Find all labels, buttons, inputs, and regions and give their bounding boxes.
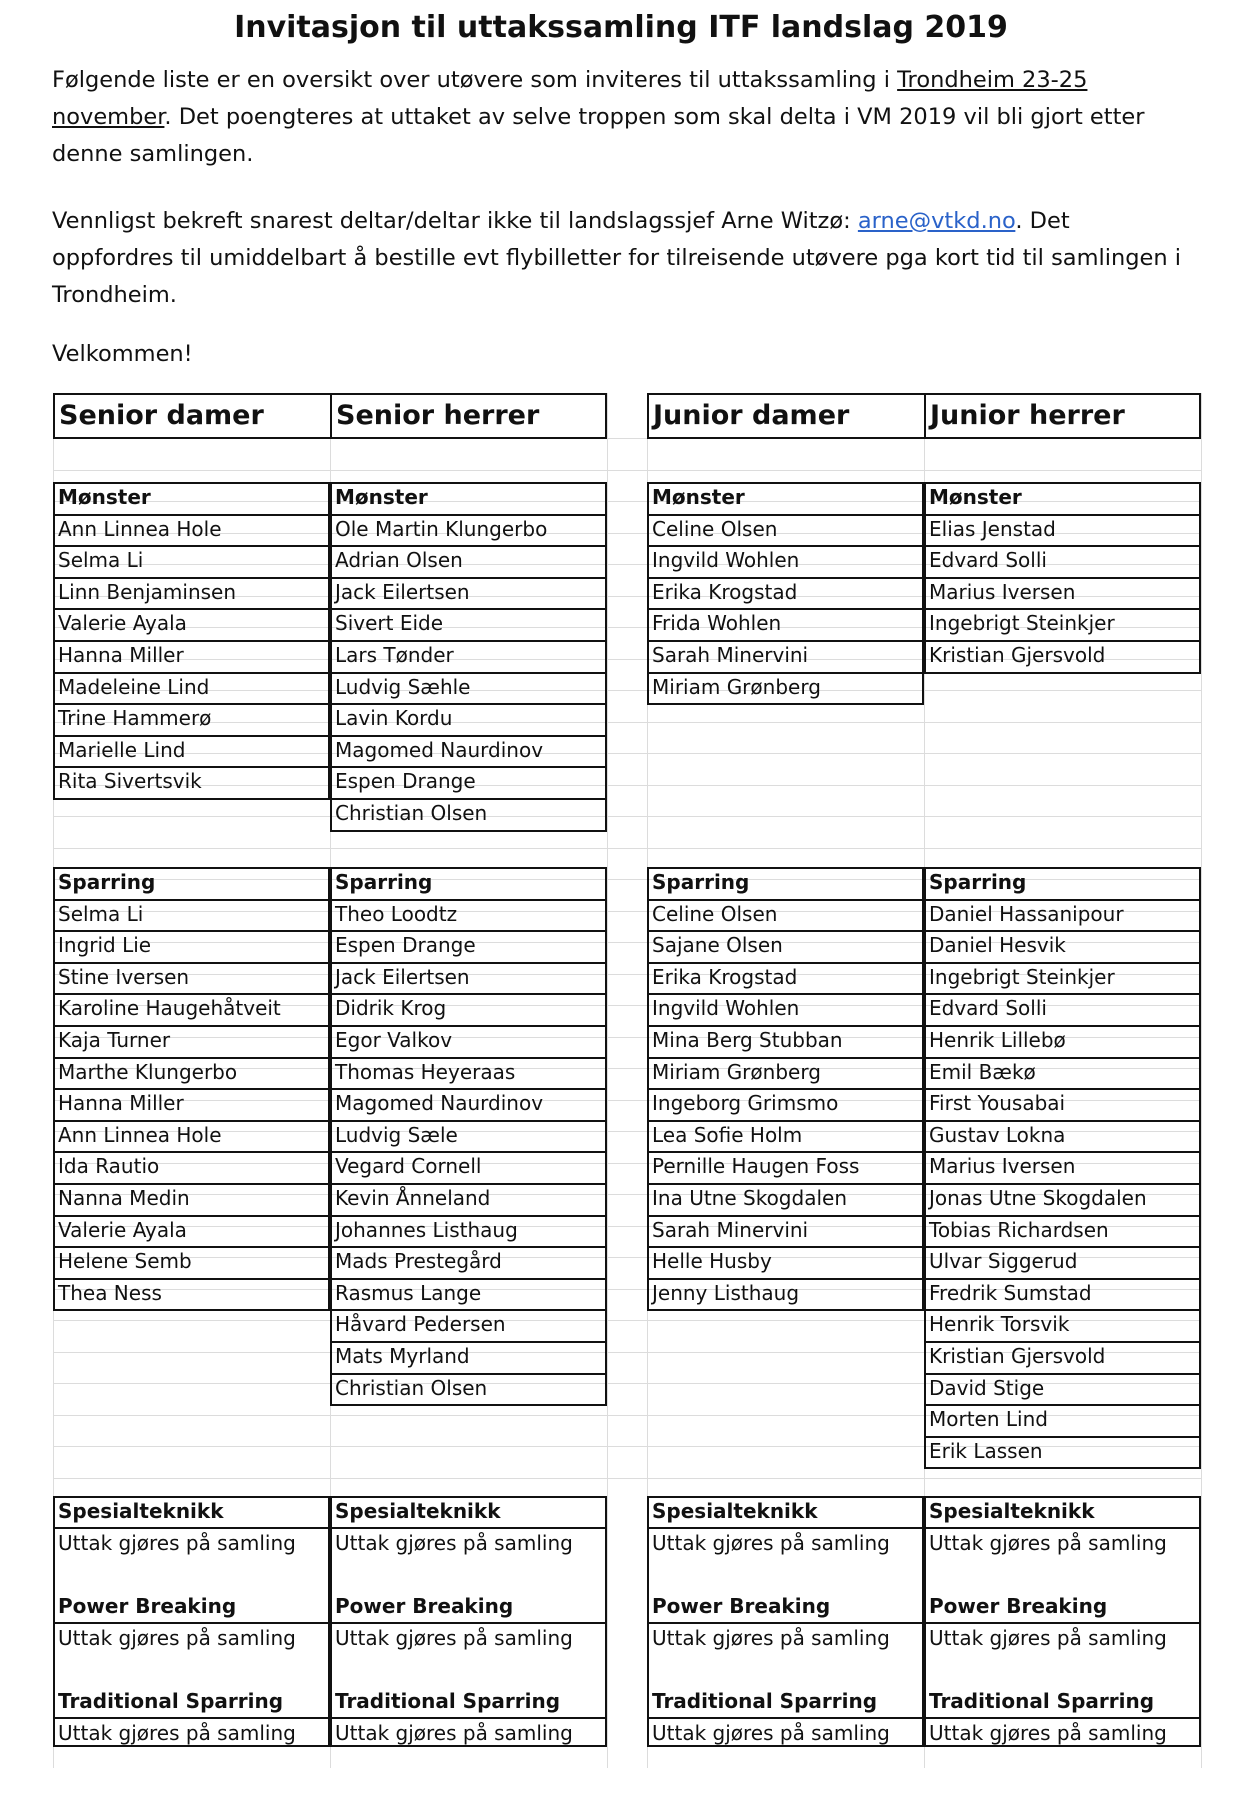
row-divider	[330, 930, 607, 932]
row-divider	[53, 703, 330, 705]
row-divider	[924, 1717, 1201, 1719]
row-divider	[924, 1341, 1201, 1343]
event-label: Power Breaking	[335, 1594, 514, 1618]
athlete-name: Erika Krogstad	[652, 965, 798, 989]
event-label: Traditional Sparring	[929, 1689, 1155, 1713]
section-label: Sparring	[335, 870, 433, 894]
row-divider	[330, 1309, 607, 1311]
event-label: Spesialteknikk	[929, 1499, 1095, 1523]
event-label: Traditional Sparring	[58, 1689, 284, 1713]
athlete-name: Thea Ness	[58, 1281, 162, 1305]
athlete-name: Espen Drange	[335, 769, 476, 793]
event-label: Spesialteknikk	[335, 1499, 501, 1523]
athlete-name: Lea Sofie Holm	[652, 1123, 803, 1147]
row-divider	[330, 1183, 607, 1185]
row-divider	[330, 1278, 607, 1280]
row-divider	[53, 993, 330, 995]
athlete-name: Erika Krogstad	[652, 580, 798, 604]
row-divider	[53, 1151, 330, 1153]
athlete-name: Edvard Solli	[929, 548, 1047, 572]
athlete-name: Didrik Krog	[335, 996, 447, 1020]
row-divider	[647, 1057, 924, 1059]
gridline	[53, 816, 1201, 817]
row-divider	[647, 1025, 924, 1027]
athlete-name: Jack Eilertsen	[335, 580, 470, 604]
gridline	[53, 1478, 1201, 1479]
athlete-name: Kevin Ånneland	[335, 1186, 491, 1210]
row-divider	[924, 1278, 1201, 1280]
row-divider	[330, 514, 607, 516]
row-divider	[924, 1436, 1201, 1438]
row-divider	[53, 1183, 330, 1185]
athlete-name: Lars Tønder	[335, 643, 454, 667]
athlete-name: Sivert Eide	[335, 611, 444, 635]
athlete-name: Valerie Ayala	[58, 611, 187, 635]
athlete-name: Fredrik Sumstad	[929, 1281, 1092, 1305]
athlete-name: Gustav Lokna	[929, 1123, 1066, 1147]
row-divider	[53, 1527, 330, 1529]
athlete-name: Daniel Hassanipour	[929, 902, 1124, 926]
row-divider	[924, 962, 1201, 964]
athlete-name: Marthe Klungerbo	[58, 1060, 238, 1084]
row-divider	[647, 545, 924, 547]
athlete-name: Nanna Medin	[58, 1186, 190, 1210]
selection-note: Uttak gjøres på samling	[335, 1531, 573, 1555]
athlete-name: Christian Olsen	[335, 1376, 488, 1400]
athlete-name: Kristian Gjersvold	[929, 643, 1106, 667]
row-divider	[53, 1622, 330, 1624]
row-divider	[330, 577, 607, 579]
row-divider	[330, 608, 607, 610]
row-divider	[924, 577, 1201, 579]
row-divider	[647, 1527, 924, 1529]
athlete-name: Daniel Hesvik	[929, 933, 1066, 957]
athlete-name: Miriam Grønberg	[652, 1060, 821, 1084]
athlete-name: Jonas Utne Skogdalen	[929, 1186, 1147, 1210]
welcome-text: Velkommen!	[52, 341, 193, 367]
row-divider	[647, 930, 924, 932]
athlete-name: Ingrid Lie	[58, 933, 152, 957]
selection-note: Uttak gjøres på samling	[335, 1626, 573, 1650]
row-divider	[53, 545, 330, 547]
row-divider	[330, 1341, 607, 1343]
row-divider	[924, 899, 1201, 901]
row-divider	[330, 1025, 607, 1027]
intro-text: . Det oppfordres til umiddelbart å bestille evt flybilletter for tilreisende utøvere pga kort tid til samlingen i Trondheim.	[52, 208, 1182, 308]
athlete-name: Magomed Naurdinov	[335, 1091, 544, 1115]
athlete-name: Morten Lind	[929, 1407, 1048, 1431]
row-divider	[53, 1088, 330, 1090]
athlete-name: Selma Li	[58, 548, 144, 572]
athlete-name: Tobias Richardsen	[929, 1218, 1109, 1242]
intro-text: Følgende liste er en oversikt over utøvere som inviteres til uttakssamling i	[52, 67, 898, 93]
selection-note: Uttak gjøres på samling	[929, 1721, 1167, 1745]
gridline	[53, 470, 1201, 471]
athlete-name: Henrik Torsvik	[929, 1312, 1070, 1336]
athlete-name: Henrik Lillebø	[929, 1028, 1066, 1052]
event-label: Power Breaking	[929, 1594, 1108, 1618]
row-divider	[924, 1404, 1201, 1406]
row-divider	[53, 577, 330, 579]
section-label: Mønster	[335, 485, 428, 509]
row-divider	[53, 1025, 330, 1027]
selection-note: Uttak gjøres på samling	[652, 1721, 890, 1745]
athlete-name: Jack Eilertsen	[335, 965, 470, 989]
row-divider	[647, 1246, 924, 1248]
selection-note: Uttak gjøres på samling	[929, 1626, 1167, 1650]
row-divider	[924, 545, 1201, 547]
row-divider	[647, 1151, 924, 1153]
row-divider	[924, 1309, 1201, 1311]
section-label: Sparring	[58, 870, 156, 894]
athlete-name: Karoline Haugehåtveit	[58, 996, 281, 1020]
selection-note: Uttak gjøres på samling	[58, 1531, 296, 1555]
athlete-name: Marielle Lind	[58, 738, 186, 762]
athlete-name: Linn Benjaminsen	[58, 580, 237, 604]
athlete-name: Sarah Minervini	[652, 643, 809, 667]
row-divider	[330, 1057, 607, 1059]
athlete-name: Magomed Naurdinov	[335, 738, 544, 762]
row-divider	[924, 1088, 1201, 1090]
row-divider	[647, 640, 924, 642]
athlete-name: Hanna Miller	[58, 1091, 184, 1115]
row-divider	[53, 766, 330, 768]
athlete-name: Ole Martin Klungerbo	[335, 517, 548, 541]
event-label: Power Breaking	[58, 1594, 237, 1618]
row-divider	[647, 1717, 924, 1719]
row-divider	[647, 1088, 924, 1090]
row-divider	[924, 1025, 1201, 1027]
row-divider	[647, 1120, 924, 1122]
row-divider	[924, 1183, 1201, 1185]
athlete-name: Mats Myrland	[335, 1344, 470, 1368]
athlete-name: Rasmus Lange	[335, 1281, 482, 1305]
event-label: Traditional Sparring	[652, 1689, 878, 1713]
selection-note: Uttak gjøres på samling	[335, 1721, 573, 1745]
row-divider	[924, 1215, 1201, 1217]
athlete-name: Ingvild Wohlen	[652, 548, 800, 572]
row-divider	[330, 640, 607, 642]
athlete-name: Trine Hammerø	[58, 706, 212, 730]
athlete-name: Erik Lassen	[929, 1439, 1043, 1463]
row-divider	[647, 899, 924, 901]
row-divider	[647, 1215, 924, 1217]
gridline	[1201, 393, 1202, 1768]
section-label: Sparring	[929, 870, 1027, 894]
event-label: Spesialteknikk	[652, 1499, 818, 1523]
athlete-name: Stine Iversen	[58, 965, 190, 989]
athlete-name: Rita Sivertsvik	[58, 769, 202, 793]
row-divider	[330, 899, 607, 901]
column-header: Junior herrer	[930, 400, 1125, 431]
athlete-name: Helene Semb	[58, 1249, 192, 1273]
row-divider	[330, 672, 607, 674]
row-divider	[53, 514, 330, 516]
athlete-name: Kristian Gjersvold	[929, 1344, 1106, 1368]
athlete-name: Ann Linnea Hole	[58, 1123, 222, 1147]
athlete-name: Egor Valkov	[335, 1028, 453, 1052]
row-divider	[924, 1057, 1201, 1059]
row-divider	[647, 962, 924, 964]
row-divider	[330, 1373, 607, 1375]
athlete-name: Emil Bækø	[929, 1060, 1036, 1084]
header-divider	[330, 393, 332, 439]
selection-note: Uttak gjøres på samling	[652, 1531, 890, 1555]
athlete-name: Sajane Olsen	[652, 933, 783, 957]
selection-note: Uttak gjøres på samling	[929, 1531, 1167, 1555]
row-divider	[53, 899, 330, 901]
athlete-name: Elias Jenstad	[929, 517, 1056, 541]
row-divider	[53, 608, 330, 610]
athlete-name: Pernille Haugen Foss	[652, 1154, 860, 1178]
row-divider	[924, 1622, 1201, 1624]
athlete-name: Celine Olsen	[652, 902, 778, 926]
row-divider	[330, 993, 607, 995]
row-divider	[330, 766, 607, 768]
location-dates: Trondheim 23-25 november	[52, 67, 1088, 130]
row-divider	[924, 930, 1201, 932]
athlete-name: Celine Olsen	[652, 517, 778, 541]
athlete-name: Mads Prestegård	[335, 1249, 502, 1273]
athlete-name: Ulvar Siggerud	[929, 1249, 1078, 1273]
athlete-name: Ingebrigt Steinkjer	[929, 965, 1115, 989]
row-divider	[647, 608, 924, 610]
row-divider	[330, 1622, 607, 1624]
athlete-name: Madeleine Lind	[58, 675, 210, 699]
athlete-name: Vegard Cornell	[335, 1154, 482, 1178]
athlete-name: Hanna Miller	[58, 643, 184, 667]
row-divider	[647, 577, 924, 579]
row-divider	[924, 640, 1201, 642]
page-title: Invitasjon til uttakssamling ITF landslag 2019	[234, 10, 1008, 45]
row-divider	[53, 1057, 330, 1059]
row-divider	[53, 1246, 330, 1248]
event-label: Traditional Sparring	[335, 1689, 561, 1713]
selection-note: Uttak gjøres på samling	[58, 1626, 296, 1650]
email-link[interactable]: arne@vtkd.no	[857, 208, 1016, 234]
athlete-name: Mina Berg Stubban	[652, 1028, 843, 1052]
athlete-name: Valerie Ayala	[58, 1218, 187, 1242]
row-divider	[53, 1717, 330, 1719]
row-divider	[330, 1246, 607, 1248]
row-divider	[647, 1278, 924, 1280]
event-label: Spesialteknikk	[58, 1499, 224, 1523]
column-header: Senior herrer	[336, 400, 540, 431]
row-divider	[924, 1246, 1201, 1248]
row-divider	[53, 672, 330, 674]
section-label: Mønster	[652, 485, 745, 509]
row-divider	[924, 1527, 1201, 1529]
athlete-name: Ingebrigt Steinkjer	[929, 611, 1115, 635]
row-divider	[53, 735, 330, 737]
athlete-name: Adrian Olsen	[335, 548, 463, 572]
athlete-name: Miriam Grønberg	[652, 675, 821, 699]
row-divider	[330, 798, 607, 800]
row-divider	[53, 1278, 330, 1280]
row-divider	[647, 672, 924, 674]
athlete-name: Håvard Pedersen	[335, 1312, 506, 1336]
athlete-name: Helle Husby	[652, 1249, 772, 1273]
row-divider	[330, 735, 607, 737]
athlete-name: Theo Loodtz	[335, 902, 458, 926]
athlete-name: Ingeborg Grimsmo	[652, 1091, 839, 1115]
section-label: Sparring	[652, 870, 750, 894]
row-divider	[330, 1120, 607, 1122]
athlete-name: Thomas Heyeraas	[335, 1060, 516, 1084]
row-divider	[924, 514, 1201, 516]
section-label: Mønster	[58, 485, 151, 509]
athlete-name: David Stige	[929, 1376, 1045, 1400]
athlete-name: First Yousabai	[929, 1091, 1066, 1115]
header-divider	[924, 393, 926, 439]
row-divider	[53, 930, 330, 932]
athlete-name: Sarah Minervini	[652, 1218, 809, 1242]
row-divider	[53, 640, 330, 642]
athlete-name: Marius Iversen	[929, 1154, 1076, 1178]
gridline	[53, 848, 1201, 849]
athlete-name: Ida Rautio	[58, 1154, 160, 1178]
row-divider	[647, 514, 924, 516]
athlete-name: Jenny Listhaug	[652, 1281, 800, 1305]
athlete-name: Edvard Solli	[929, 996, 1047, 1020]
selection-note: Uttak gjøres på samling	[58, 1721, 296, 1745]
athlete-name: Espen Drange	[335, 933, 476, 957]
athlete-name: Ingvild Wohlen	[652, 996, 800, 1020]
row-divider	[330, 1717, 607, 1719]
row-divider	[924, 1120, 1201, 1122]
column-header: Junior damer	[653, 400, 850, 431]
row-divider	[53, 1215, 330, 1217]
athlete-name: Lavin Kordu	[335, 706, 453, 730]
row-divider	[924, 1373, 1201, 1375]
row-divider	[647, 1622, 924, 1624]
row-divider	[924, 608, 1201, 610]
intro-text: . Det poengteres at uttaket av selve troppen som skal delta i VM 2019 vil bli gjort etter denne samlingen.	[52, 104, 1145, 167]
athlete-name: Selma Li	[58, 902, 144, 926]
row-divider	[330, 1215, 607, 1217]
row-divider	[330, 1151, 607, 1153]
athlete-name: Marius Iversen	[929, 580, 1076, 604]
row-divider	[330, 1088, 607, 1090]
row-divider	[647, 1183, 924, 1185]
intro-text: Vennligst bekreft snarest deltar/deltar ikke til landslagssjef Arne Witzø:	[52, 208, 858, 234]
gridline	[607, 393, 608, 1768]
row-divider	[647, 993, 924, 995]
row-divider	[330, 703, 607, 705]
athlete-name: Ludvig Sæle	[335, 1123, 458, 1147]
athlete-name: Johannes Listhaug	[335, 1218, 518, 1242]
athlete-name: Kaja Turner	[58, 1028, 171, 1052]
row-divider	[330, 962, 607, 964]
row-divider	[924, 993, 1201, 995]
athlete-name: Ina Utne Skogdalen	[652, 1186, 847, 1210]
athlete-name: Ludvig Sæhle	[335, 675, 471, 699]
athlete-name: Ann Linnea Hole	[58, 517, 222, 541]
row-divider	[924, 1151, 1201, 1153]
athlete-name: Christian Olsen	[335, 801, 488, 825]
selection-note: Uttak gjøres på samling	[652, 1626, 890, 1650]
row-divider	[330, 1527, 607, 1529]
column-header: Senior damer	[59, 400, 264, 431]
row-divider	[53, 962, 330, 964]
event-label: Power Breaking	[652, 1594, 831, 1618]
section-label: Mønster	[929, 485, 1022, 509]
athlete-name: Frida Wohlen	[652, 611, 782, 635]
row-divider	[330, 545, 607, 547]
row-divider	[53, 1120, 330, 1122]
